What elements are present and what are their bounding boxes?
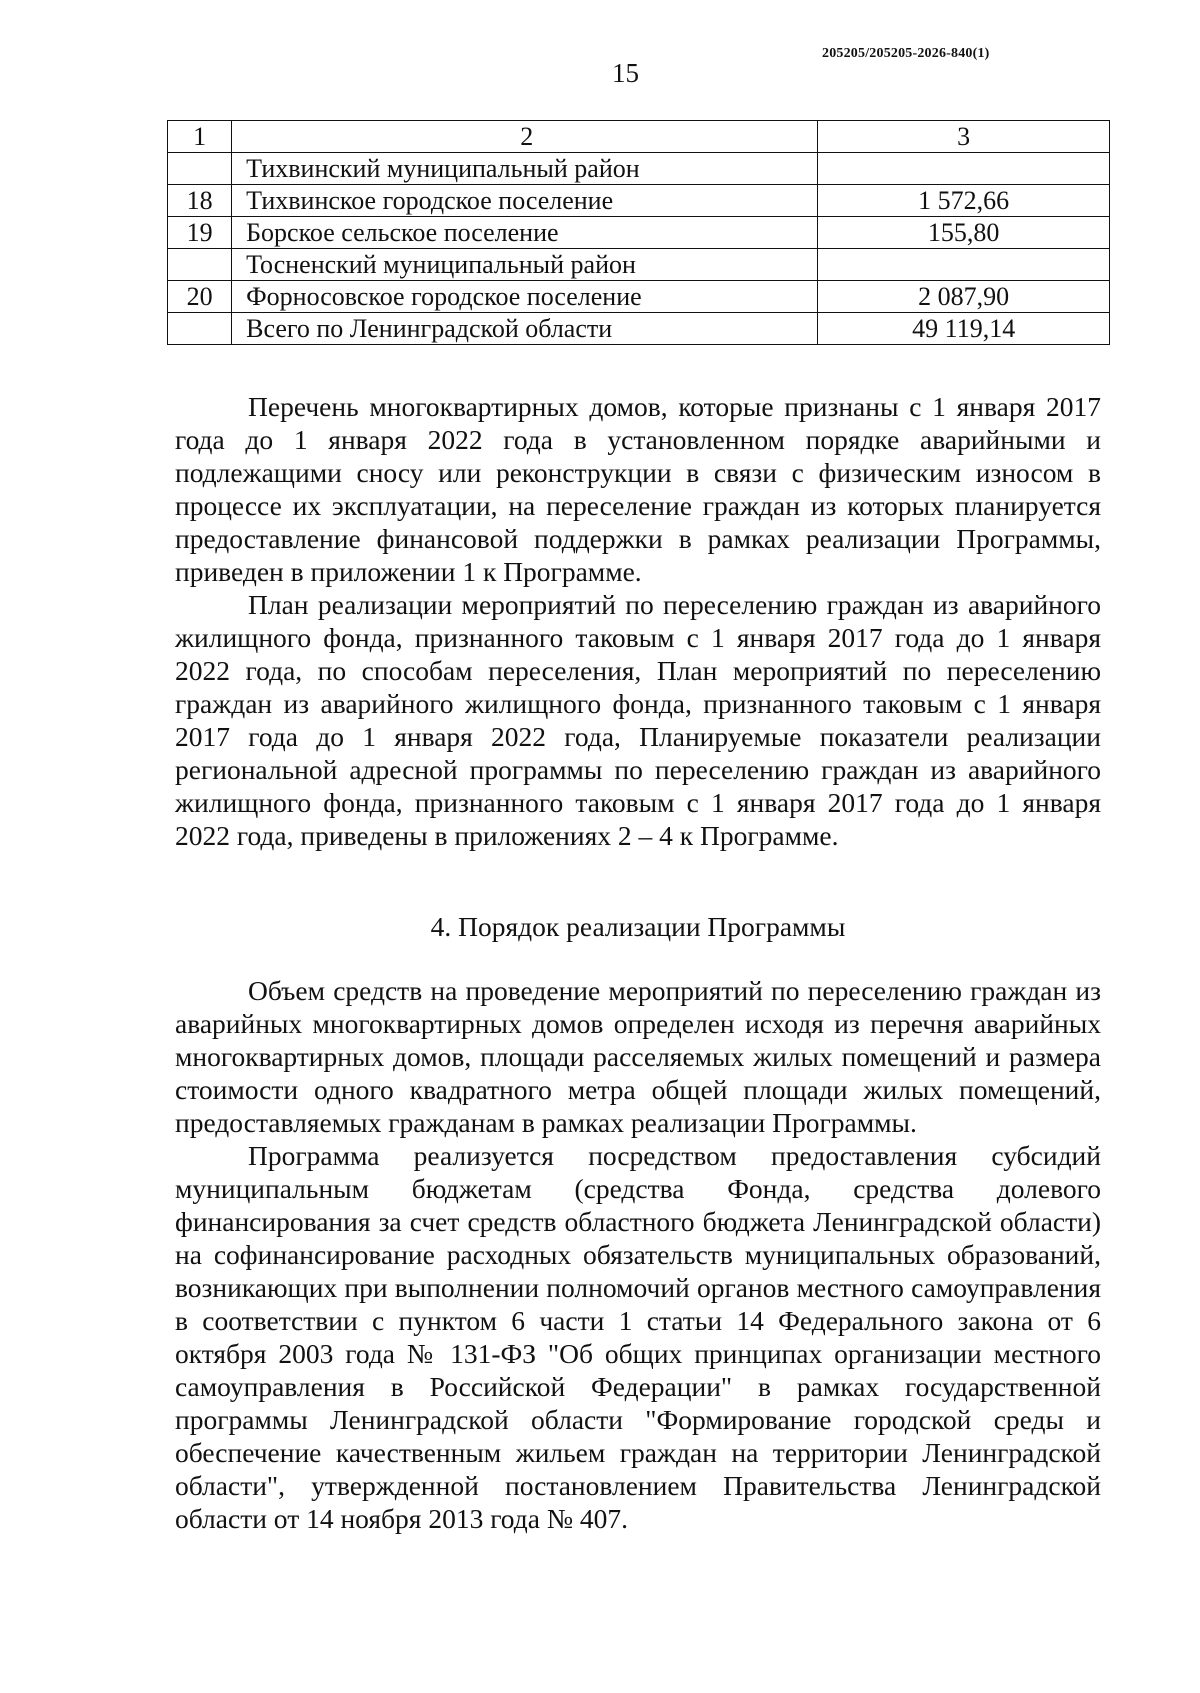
row-value: 155,80 (818, 217, 1110, 249)
text-block-1 (175, 390, 1101, 852)
row-number (168, 313, 232, 345)
row-name: Тосненский муниципальный район (232, 249, 818, 281)
column-header-2: 2 (232, 121, 818, 153)
document-id: 205205/205205-2026-840(1) (822, 46, 990, 61)
row-number: 19 (168, 217, 232, 249)
row-value: 1 572,66 (818, 185, 1110, 217)
row-number (168, 153, 232, 185)
table-row (168, 281, 1110, 313)
row-name: Борское сельское поселение (232, 217, 818, 249)
table-header-row (168, 121, 1110, 153)
column-header-1: 1 (168, 121, 232, 153)
paragraph: Программа реализуется посредством предоставления субсидий муниципальным бюджетам (средства Фонда, средства долевого финансирования за счет средств областного бюджета Ленинградской области) на софинансирование расходных обязательств муниципальных образований, возникающих при выполнении полномочий органов местного самоуправления в соответствии с пунктом 6 части 1 статьи 14 Федерального закона от 6 октября 2003 года № 131-ФЗ "Об общих принципах организации местного самоуправления в Российской Федерации" в рамках государственной программы Ленинградской области "Формирование городской среды и обеспечение качественным жильем граждан на территории Ленинградской области", утвержденной постановлением Правительства Ленинградской области от 14 ноября 2013 года № 407. (175, 1140, 1101, 1534)
row-value (818, 153, 1110, 185)
row-number: 18 (168, 185, 232, 217)
row-name: Форносовское городское поселение (232, 281, 818, 313)
row-name: Тихвинское городское поселение (232, 185, 818, 217)
section-heading-block (175, 910, 1101, 943)
column-header-3: 3 (818, 121, 1110, 153)
paragraph: Объем средств на проведение мероприятий по переселению граждан из аварийных многоквартирных домов определен исходя из перечня аварийных многоквартирных домов, площади расселяемых жилых помещений и размера стоимости одного квадратного метра общей площади жилых помещений, предоставляемых гражданам в рамках реализации Программы. (175, 975, 1101, 1138)
table-row (168, 249, 1110, 281)
page-number: 15 (612, 58, 639, 88)
row-value: 49 119,14 (818, 313, 1110, 345)
table-row (168, 217, 1110, 249)
funding-table (167, 120, 1110, 345)
row-number (168, 249, 232, 281)
paragraph: План реализации мероприятий по переселению граждан из аварийного жилищного фонда, признанного таковым с 1 января 2017 года до 1 января 2022 года, по способам переселения, План мероприятий по переселению граждан из аварийного жилищного фонда, признанного таковым с 1 января 2017 года до 1 января 2022 года, Планируемые показатели реализации региональной адресной программы по переселению граждан из аварийного жилищного фонда, признанного таковым с 1 января 2017 года до 1 января 2022 года, приведены в приложениях 2 – 4 к Программе. (175, 589, 1101, 851)
table-row (168, 153, 1110, 185)
text-block-2 (175, 974, 1101, 1535)
table-row (168, 185, 1110, 217)
row-value (818, 249, 1110, 281)
paragraph: Перечень многоквартирных домов, которые признаны с 1 января 2017 года до 1 января 2022 года в установленном порядке аварийными и подлежащими сносу или реконструкции в связи с физическим износом в процессе их эксплуатации, на переселение граждан из которых планируется предоставление финансовой поддержки в рамках реализации Программы, приведен в приложении 1 к Программе. (175, 391, 1101, 587)
section-heading: 4. Порядок реализации Программы (430, 911, 846, 942)
row-name: Всего по Ленинградской области (232, 313, 818, 345)
table-total-row (168, 313, 1110, 345)
row-number: 20 (168, 281, 232, 313)
row-name: Тихвинский муниципальный район (232, 153, 818, 185)
row-value: 2 087,90 (818, 281, 1110, 313)
